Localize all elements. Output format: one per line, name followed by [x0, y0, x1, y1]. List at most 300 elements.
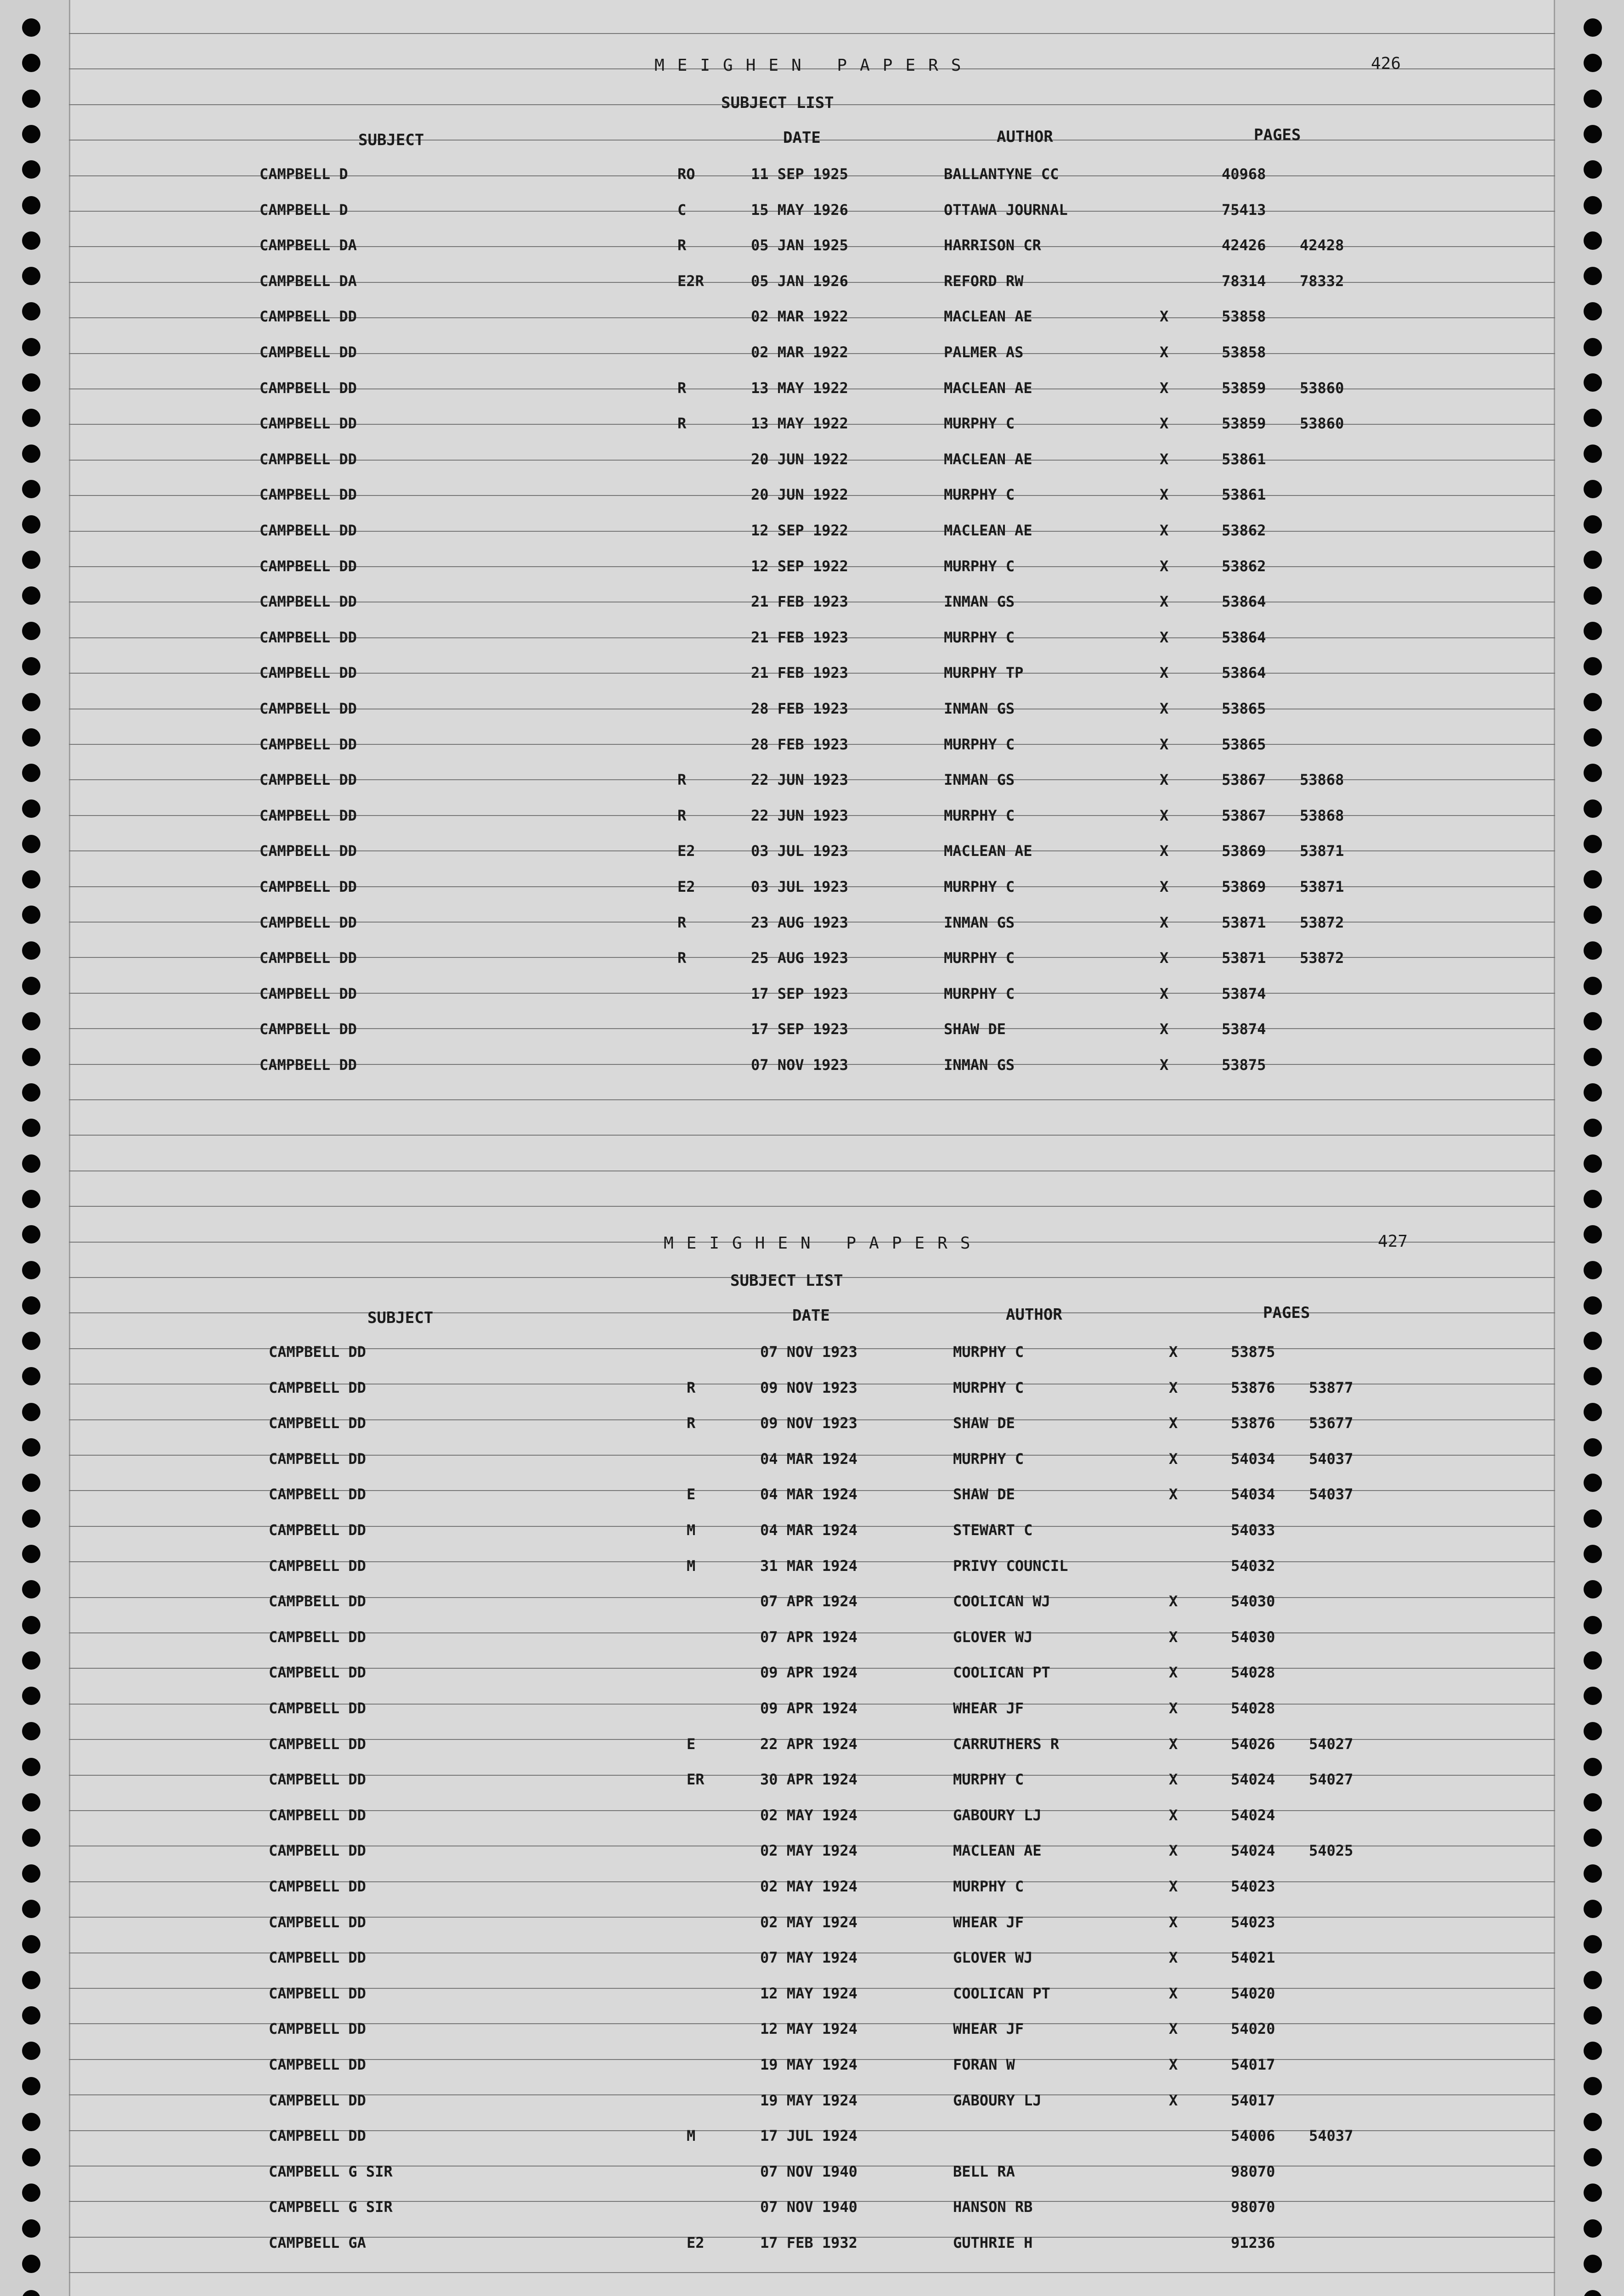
table-row	[9, 1521, 1624, 1540]
feed-hole	[22, 1190, 40, 1208]
table-row	[9, 1913, 1624, 1932]
author-cell: PRIVY COUNCIL	[953, 1557, 1068, 1575]
table-row	[9, 1486, 1624, 1504]
table-row	[9, 1699, 1624, 1718]
table-row	[9, 1450, 1624, 1469]
feed-hole	[22, 1225, 40, 1244]
code-cell: M	[687, 2127, 696, 2145]
date-cell: 07 NOV 1940	[760, 2198, 857, 2216]
table-row	[9, 1593, 1624, 1611]
author-cell: GLOVER WJ	[953, 1628, 1033, 1646]
author-cell: MURPHY C	[944, 878, 1015, 895]
date-cell: 09 NOV 1923	[760, 1379, 857, 1396]
x-mark-cell: X	[1160, 1056, 1169, 1074]
feed-hole	[1584, 125, 1602, 143]
code-cell: E2	[677, 878, 695, 895]
date-cell: 04 MAR 1924	[760, 1450, 857, 1468]
table-row	[9, 1985, 1624, 2003]
page-from-cell: 53871	[1222, 913, 1266, 931]
x-mark-cell: X	[1160, 700, 1169, 717]
page-from-cell: 53858	[1222, 343, 1266, 361]
page-from-cell: 53876	[1231, 1414, 1275, 1432]
page-from-cell: 53871	[1222, 949, 1266, 967]
author-cell: MURPHY C	[953, 1343, 1024, 1361]
x-mark-cell: X	[1160, 806, 1169, 824]
subject-cell: CAMPBELL DD	[269, 1913, 366, 1931]
page-title: MEIGHEN PAPERS	[654, 56, 974, 75]
author-cell: WHEAR JF	[953, 1699, 1024, 1717]
subject-cell: CAMPBELL DD	[269, 2020, 366, 2038]
table-row	[0, 379, 1624, 398]
x-mark-cell: X	[1169, 1628, 1178, 1646]
author-cell: MACLEAN AE	[944, 842, 1032, 860]
date-cell: 04 MAR 1924	[760, 1521, 857, 1539]
code-cell: M	[687, 1557, 696, 1575]
x-mark-cell: X	[1160, 522, 1169, 539]
code-cell: R	[677, 379, 687, 397]
ruled-line	[69, 1135, 1555, 1136]
table-row	[0, 629, 1624, 647]
date-cell: 21 FEB 1923	[751, 664, 848, 682]
page-to-cell: 54025	[1309, 1842, 1353, 1860]
subject-cell: CAMPBELL DD	[259, 735, 357, 753]
date-cell: 19 MAY 1924	[760, 2091, 857, 2109]
x-mark-cell: X	[1160, 913, 1169, 931]
code-cell: ER	[687, 1771, 705, 1789]
date-cell: 02 MAY 1924	[760, 1913, 857, 1931]
subject-cell: CAMPBELL DD	[269, 1735, 366, 1753]
x-mark-cell: X	[1160, 1020, 1169, 1038]
subject-cell: CAMPBELL GA	[269, 2234, 366, 2251]
x-mark-cell: X	[1169, 1379, 1178, 1396]
author-cell: WHEAR JF	[953, 2020, 1024, 2038]
author-cell: INMAN GS	[944, 771, 1015, 789]
author-cell: HANSON RB	[953, 2198, 1033, 2216]
page-from-cell: 75413	[1222, 201, 1266, 219]
date-cell: 07 APR 1924	[760, 1628, 857, 1646]
author-cell: GABOURY LJ	[953, 1806, 1042, 1824]
author-column-header: AUTHOR	[1006, 1306, 1062, 1324]
feed-hole	[1584, 2255, 1602, 2273]
x-mark-cell: X	[1160, 308, 1169, 326]
page-to-cell: 53872	[1300, 949, 1344, 967]
subject-cell: CAMPBELL DD	[259, 522, 357, 539]
page-from-cell: 98070	[1231, 2198, 1275, 2216]
code-cell: R	[677, 771, 687, 789]
table-row	[0, 236, 1624, 255]
date-cell: 22 JUN 1923	[751, 806, 848, 824]
x-mark-cell: X	[1169, 1699, 1178, 1717]
date-cell: 28 FEB 1923	[751, 735, 848, 753]
subject-cell: CAMPBELL D	[259, 165, 348, 183]
date-cell: 30 APR 1924	[760, 1771, 857, 1789]
page-from-cell: 54020	[1231, 2020, 1275, 2038]
author-cell: MURPHY C	[944, 806, 1015, 824]
page-to-cell: 54037	[1309, 1450, 1353, 1468]
page-from-cell: 53875	[1231, 1343, 1275, 1361]
x-mark-cell: X	[1169, 1664, 1178, 1682]
page-to-cell: 53877	[1309, 1379, 1353, 1396]
table-row	[9, 2198, 1624, 2217]
feed-hole	[22, 2290, 40, 2296]
x-mark-cell: X	[1169, 1593, 1178, 1610]
feed-hole	[1584, 1261, 1602, 1279]
x-mark-cell: X	[1169, 1414, 1178, 1432]
code-cell: R	[687, 1414, 696, 1432]
subject-cell: CAMPBELL DD	[259, 1056, 357, 1074]
code-cell: E2	[687, 2234, 705, 2251]
page-to-cell: 54037	[1309, 1486, 1353, 1503]
subject-cell: CAMPBELL DD	[269, 2056, 366, 2073]
subject-cell: CAMPBELL DD	[259, 1020, 357, 1038]
table-row	[9, 1557, 1624, 1576]
table-row	[0, 450, 1624, 469]
date-cell: 12 SEP 1922	[751, 557, 848, 575]
subject-cell: CAMPBELL DD	[269, 1664, 366, 1682]
page-from-cell: 53867	[1222, 806, 1266, 824]
page-from-cell: 53876	[1231, 1379, 1275, 1396]
x-mark-cell: X	[1160, 557, 1169, 575]
feed-hole	[1584, 2290, 1602, 2296]
page-from-cell: 54023	[1231, 1913, 1275, 1931]
page-from-cell: 53874	[1222, 985, 1266, 1002]
page-to-cell: 53677	[1309, 1414, 1353, 1432]
feed-hole	[22, 18, 40, 37]
page-from-cell: 54020	[1231, 1984, 1275, 2002]
subject-cell: CAMPBELL DD	[259, 806, 357, 824]
table-row	[9, 1842, 1624, 1860]
table-row	[9, 2092, 1624, 2110]
subject-cell: CAMPBELL DD	[259, 842, 357, 860]
table-row	[0, 308, 1624, 326]
table-row	[9, 1878, 1624, 1896]
x-mark-cell: X	[1169, 1450, 1178, 1468]
subject-cell: CAMPBELL DD	[259, 700, 357, 717]
page-to-cell: 54027	[1309, 1771, 1353, 1789]
x-mark-cell: X	[1160, 415, 1169, 433]
x-mark-cell: X	[1169, 1842, 1178, 1860]
table-row	[0, 415, 1624, 433]
page-from-cell: 53864	[1222, 664, 1266, 682]
date-cell: 25 AUG 1923	[751, 949, 848, 967]
page-from-cell: 53874	[1222, 1020, 1266, 1038]
table-row	[9, 1735, 1624, 1754]
feed-hole	[1584, 54, 1602, 72]
page-from-cell: 53869	[1222, 842, 1266, 860]
x-mark-cell: X	[1169, 1343, 1178, 1361]
feed-hole	[1584, 1296, 1602, 1315]
subject-cell: CAMPBELL DD	[269, 1379, 366, 1396]
table-row	[9, 2056, 1624, 2074]
author-cell: MACLEAN AE	[944, 308, 1032, 326]
feed-hole	[22, 125, 40, 143]
date-cell: 09 NOV 1923	[760, 1414, 857, 1432]
date-cell: 23 AUG 1923	[751, 913, 848, 931]
page-to-cell: 42428	[1300, 236, 1344, 254]
date-cell: 03 JUL 1923	[751, 842, 848, 860]
page-from-cell: 54034	[1231, 1450, 1275, 1468]
table-row	[9, 1949, 1624, 1967]
table-row	[0, 1056, 1624, 1075]
author-cell: MURPHY C	[953, 1878, 1024, 1895]
date-cell: 19 MAY 1924	[760, 2056, 857, 2073]
subject-cell: CAMPBELL DD	[269, 1593, 366, 1610]
x-mark-cell: X	[1169, 1486, 1178, 1503]
code-cell: E2R	[677, 272, 704, 290]
author-cell: GABOURY LJ	[953, 2091, 1042, 2109]
subject-cell: CAMPBELL DD	[269, 1486, 366, 1503]
date-cell: 07 NOV 1940	[760, 2162, 857, 2180]
page-from-cell: 54032	[1231, 1557, 1275, 1575]
author-cell: MURPHY C	[944, 557, 1015, 575]
page-from-cell: 54033	[1231, 1521, 1275, 1539]
date-cell: 20 JUN 1922	[751, 486, 848, 504]
table-row	[0, 878, 1624, 896]
subject-cell: CAMPBELL G SIR	[269, 2198, 393, 2216]
subject-cell: CAMPBELL DD	[269, 1984, 366, 2002]
page-from-cell: 54023	[1231, 1878, 1275, 1895]
date-cell: 03 JUL 1923	[751, 878, 848, 895]
author-cell: MACLEAN AE	[944, 522, 1032, 539]
subject-cell: CAMPBELL DA	[259, 272, 357, 290]
x-mark-cell: X	[1160, 771, 1169, 789]
subject-cell: CAMPBELL DD	[259, 628, 357, 646]
table-row	[9, 2234, 1624, 2252]
code-cell: R	[677, 949, 687, 967]
page-from-cell: 54034	[1231, 1486, 1275, 1503]
subject-cell: CAMPBELL DD	[259, 593, 357, 611]
author-column-header: AUTHOR	[997, 128, 1053, 146]
page-from-cell: 53865	[1222, 735, 1266, 753]
table-row	[0, 522, 1624, 540]
author-cell: OTTAWA JOURNAL	[944, 201, 1068, 219]
feed-hole	[1584, 1225, 1602, 1244]
page-from-cell: 54026	[1231, 1735, 1275, 1753]
date-cell: 05 JAN 1926	[751, 272, 848, 290]
code-cell: R	[677, 806, 687, 824]
subject-column-header: SUBJECT	[367, 1309, 434, 1327]
subject-cell: CAMPBELL DD	[259, 664, 357, 682]
code-cell: RO	[677, 165, 695, 183]
feed-hole	[1584, 1083, 1602, 1102]
page-to-cell: 53868	[1300, 771, 1344, 789]
subject-cell: CAMPBELL DD	[269, 1628, 366, 1646]
date-cell: 28 FEB 1923	[751, 700, 848, 717]
table-row	[0, 736, 1624, 754]
subject-cell: CAMPBELL DD	[269, 1806, 366, 1824]
date-cell: 04 MAR 1924	[760, 1486, 857, 1503]
table-row	[0, 985, 1624, 1003]
table-row	[9, 1379, 1624, 1397]
x-mark-cell: X	[1169, 2056, 1178, 2073]
page-title: MEIGHEN PAPERS	[664, 1234, 983, 1253]
author-cell: MACLEAN AE	[953, 1842, 1042, 1860]
author-cell: INMAN GS	[944, 1056, 1015, 1074]
x-mark-cell: X	[1169, 2020, 1178, 2038]
author-cell: MURPHY C	[944, 949, 1015, 967]
subject-cell: CAMPBELL DD	[259, 878, 357, 895]
author-cell: WHEAR JF	[953, 1913, 1024, 1931]
x-mark-cell: X	[1160, 450, 1169, 468]
page-to-cell: 54037	[1309, 2127, 1353, 2145]
subject-cell: CAMPBELL D	[259, 201, 348, 219]
author-cell: MURPHY C	[953, 1771, 1024, 1789]
date-cell: 17 FEB 1932	[760, 2234, 857, 2251]
subject-cell: CAMPBELL DD	[269, 2127, 366, 2145]
code-cell: R	[677, 415, 687, 433]
author-cell: GUTHRIE H	[953, 2234, 1033, 2251]
date-column-header: DATE	[792, 1306, 830, 1325]
author-cell: COOLICAN WJ	[953, 1593, 1050, 1610]
date-column-header: DATE	[783, 129, 821, 147]
table-row	[9, 2020, 1624, 2038]
page-from-cell: 54028	[1231, 1699, 1275, 1717]
table-row	[0, 664, 1624, 682]
subject-cell: CAMPBELL DD	[269, 1557, 366, 1575]
date-cell: 13 MAY 1922	[751, 415, 848, 433]
x-mark-cell: X	[1160, 379, 1169, 397]
author-cell: MURPHY TP	[944, 664, 1024, 682]
feed-hole	[1584, 90, 1602, 108]
page-to-cell: 53860	[1300, 415, 1344, 433]
subject-list-title: SUBJECT LIST	[721, 94, 834, 112]
code-cell: C	[677, 201, 687, 219]
feed-hole	[22, 1261, 40, 1279]
author-cell: INMAN GS	[944, 913, 1015, 931]
date-cell: 17 SEP 1923	[751, 1020, 848, 1038]
author-cell: HARRISON CR	[944, 236, 1041, 254]
author-cell: MURPHY C	[944, 486, 1015, 504]
subject-column-header: SUBJECT	[358, 131, 424, 149]
table-row	[9, 2163, 1624, 2181]
subject-cell: CAMPBELL DD	[269, 1699, 366, 1717]
feed-hole	[22, 1154, 40, 1173]
subject-cell: CAMPBELL DD	[259, 308, 357, 326]
author-cell: COOLICAN PT	[953, 1664, 1050, 1682]
x-mark-cell: X	[1160, 949, 1169, 967]
x-mark-cell: X	[1160, 664, 1169, 682]
table-row	[0, 771, 1624, 789]
author-cell: MACLEAN AE	[944, 379, 1032, 397]
page-from-cell: 54024	[1231, 1842, 1275, 1860]
date-cell: 12 MAY 1924	[760, 2020, 857, 2038]
page-to-cell: 53868	[1300, 806, 1344, 824]
date-cell: 02 MAY 1924	[760, 1878, 857, 1895]
date-cell: 17 JUL 1924	[760, 2127, 857, 2145]
author-cell: SHAW DE	[953, 1486, 1015, 1503]
page-to-cell: 53872	[1300, 913, 1344, 931]
date-cell: 21 FEB 1923	[751, 628, 848, 646]
code-cell: E	[687, 1735, 696, 1753]
x-mark-cell: X	[1169, 2091, 1178, 2109]
subject-cell: CAMPBELL DD	[259, 343, 357, 361]
code-cell: R	[677, 913, 687, 931]
page-from-cell: 54030	[1231, 1628, 1275, 1646]
subject-cell: CAMPBELL DD	[269, 1949, 366, 1967]
table-row	[9, 1664, 1624, 1682]
subject-cell: CAMPBELL DD	[259, 771, 357, 789]
page-from-cell: 53859	[1222, 415, 1266, 433]
x-mark-cell: X	[1169, 1806, 1178, 1824]
subject-cell: CAMPBELL DD	[269, 1450, 366, 1468]
page-from-cell: 54021	[1231, 1949, 1275, 1967]
date-cell: 07 NOV 1923	[751, 1056, 848, 1074]
page-to-cell: 53871	[1300, 842, 1344, 860]
date-cell: 07 APR 1924	[760, 1593, 857, 1610]
page-from-cell: 53861	[1222, 486, 1266, 504]
table-row	[0, 807, 1624, 825]
page-to-cell: 54027	[1309, 1735, 1353, 1753]
page-from-cell: 54028	[1231, 1664, 1275, 1682]
page-from-cell: 54017	[1231, 2056, 1275, 2073]
page-from-cell: 53864	[1222, 593, 1266, 611]
x-mark-cell: X	[1169, 1984, 1178, 2002]
feed-hole	[1584, 1190, 1602, 1208]
pages-column-header: PAGES	[1254, 126, 1301, 144]
feed-hole	[22, 1083, 40, 1102]
page-from-cell: 54024	[1231, 1806, 1275, 1824]
subject-cell: CAMPBELL DD	[269, 1521, 366, 1539]
table-row	[9, 2127, 1624, 2145]
subject-cell: CAMPBELL DD	[259, 557, 357, 575]
ruled-line	[69, 1099, 1555, 1100]
table-row	[9, 1771, 1624, 1789]
date-cell: 21 FEB 1923	[751, 593, 848, 611]
date-cell: 02 MAR 1922	[751, 343, 848, 361]
author-cell: SHAW DE	[953, 1414, 1015, 1432]
date-cell: 02 MAY 1924	[760, 1806, 857, 1824]
page-number: 427	[1378, 1232, 1408, 1251]
author-cell: CARRUTHERS R	[953, 1735, 1060, 1753]
x-mark-cell: X	[1169, 1771, 1178, 1789]
page-from-cell: 53867	[1222, 771, 1266, 789]
subject-cell: CAMPBELL G SIR	[269, 2162, 393, 2180]
date-cell: 15 MAY 1926	[751, 201, 848, 219]
feed-hole	[22, 1296, 40, 1315]
date-cell: 12 SEP 1922	[751, 522, 848, 539]
table-row	[0, 593, 1624, 611]
author-cell: BELL RA	[953, 2162, 1015, 2180]
author-cell: SHAW DE	[944, 1020, 1006, 1038]
date-cell: 09 APR 1924	[760, 1699, 857, 1717]
page-from-cell: 78314	[1222, 272, 1266, 290]
subject-cell: CAMPBELL DD	[259, 913, 357, 931]
page-from-cell: 53859	[1222, 379, 1266, 397]
ruled-line	[69, 1206, 1555, 1207]
subject-cell: CAMPBELL DD	[269, 1414, 366, 1432]
pages-column-header: PAGES	[1263, 1304, 1310, 1322]
x-mark-cell: X	[1160, 486, 1169, 504]
page-from-cell: 98070	[1231, 2162, 1275, 2180]
table-row	[0, 165, 1624, 184]
feed-hole	[22, 2255, 40, 2273]
author-cell: MURPHY C	[944, 985, 1015, 1002]
page-from-cell: 54024	[1231, 1771, 1275, 1789]
date-cell: 02 MAR 1922	[751, 308, 848, 326]
subject-cell: CAMPBELL DD	[259, 450, 357, 468]
x-mark-cell: X	[1169, 1735, 1178, 1753]
author-cell: MACLEAN AE	[944, 450, 1032, 468]
table-row	[0, 486, 1624, 504]
table-row	[0, 914, 1624, 932]
page-from-cell: 53865	[1222, 700, 1266, 717]
date-cell: 20 JUN 1922	[751, 450, 848, 468]
page-from-cell: 91236	[1231, 2234, 1275, 2251]
date-cell: 02 MAY 1924	[760, 1842, 857, 1860]
author-cell: MURPHY C	[944, 415, 1015, 433]
subject-cell: CAMPBELL DD	[259, 379, 357, 397]
author-cell: MURPHY C	[944, 628, 1015, 646]
